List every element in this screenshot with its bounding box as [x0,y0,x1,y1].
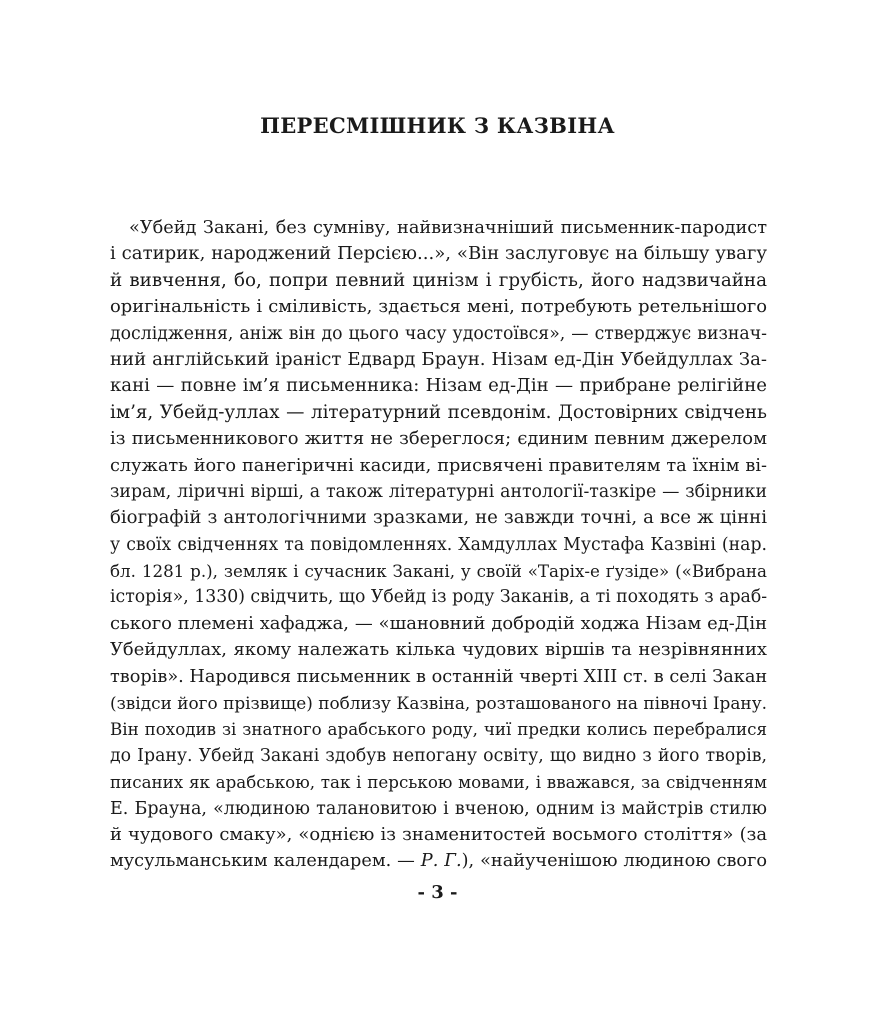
text-line: зирам, ліричні вірші, а також літературні антології-тазкіре — збірники [110,481,767,502]
text-line: творів». Народився письменник в останній чверті XIII ст. в селі Закан [110,666,768,687]
text-line: й чудового смаку», «однією із знаменитостей восьмого століття» (за [110,823,767,845]
text-line: Він походив зі знатного арабського роду, чиї предки колись перебралися [110,719,767,740]
page-number: - 3 - [417,882,458,903]
text-line: і сатирик, народжений Персією...», «Він заслуговує на більшу увагу [110,243,767,265]
text-line: біографій з антологічними зразками, не завжди точні, а все ж цінні [110,507,767,529]
text-line: «Убейд Закані, без сумніву, найвизначніший письменник-пародист [129,218,767,238]
text-line: служать його панегіричні касиди, присвячені правителям та їхнім ві- [110,455,767,476]
text-line: із письменникового життя не збереглося; єдиним певним джерелом [110,428,767,450]
body-paragraph [110,215,767,875]
text-line: ний англійський іраніст Едвард Браун. Нізам ед-Дін Убейдуллах За- [110,348,767,370]
text-line: Е. Брауна, «людиною талановитою і вченою, одним із майстрів стилю [110,798,767,819]
author-initials: Р. Г. [420,851,462,872]
text-segment: мусульманським календарем. — [110,851,421,872]
chapter-title: ПЕРЕСМІШНИК З КАЗВІНА [260,113,615,138]
text-line: писаних як арабською, так і перською мовами, і вважався, за свідченням [110,772,767,793]
text-line: дослідження, аніж він до цього часу удостоївся», — стверджує визнач- [110,323,767,344]
text-line-mixed [110,848,767,874]
text-segment: ), «найученішою людиною свого [461,851,767,872]
text-line: оригінальність і сміливість, здається мені, потребують ретельнішого [110,296,767,318]
text-line: кані — повне ім’я письменника: Нізам ед-Дін — прибране релігійне [110,375,767,397]
text-line: й вивчення, бо, попри певний цинізм і грубість, його надзвичайна [110,269,767,291]
text-line: бл. 1281 р.), земляк і сучасник Закані, у своїй «Таріх-е ґузіде» («Вибрана [110,561,767,582]
text-line: у своїх свідченнях та повідомленнях. Хамдуллах Мустафа Казвіні (нар. [110,534,767,555]
text-line: до Ірану. Убейд Закані здобув непогану освіту, що видно з його творів, [110,745,767,766]
text-line: ім’я, Убейд-уллах — літературний псевдонім. Достовірних свідчень [110,401,767,423]
text-line: Убейдуллах, якому належать кілька чудових віршів та незрівнянних [110,639,767,661]
text-line: (звідси його прізвище) поблизу Казвіна, розташованого на півночі Ірану. [110,693,767,714]
text-line: ського племені хафаджа, — «шановний добродій ходжа Нізам ед-Дін [110,612,767,634]
text-line: історія», 1330) свідчить, що Убейд із роду Заканів, а ті походять з араб- [110,587,768,608]
